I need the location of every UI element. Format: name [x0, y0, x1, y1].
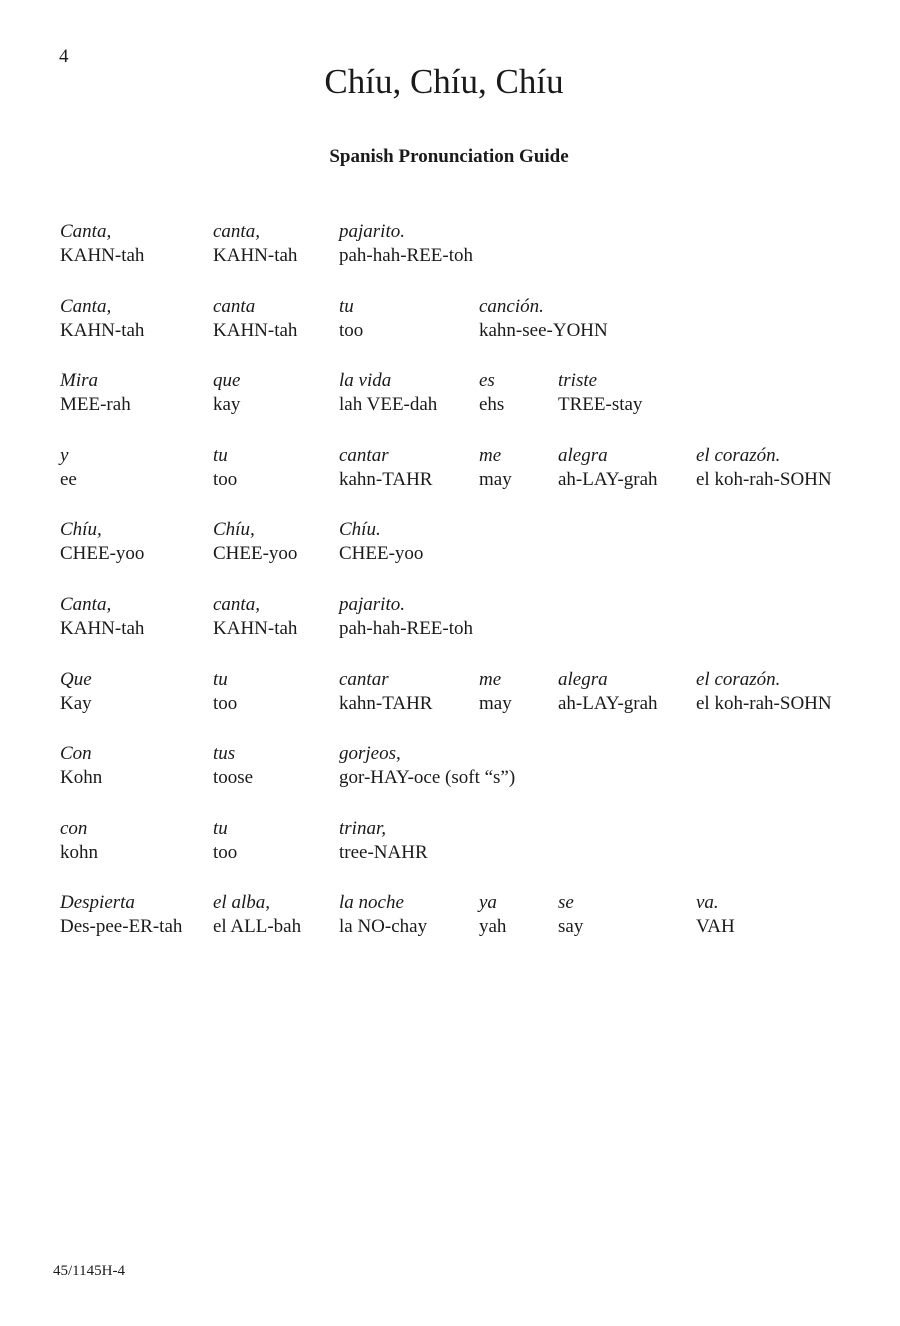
- spanish-word: me: [479, 444, 502, 466]
- spanish-word: el corazón.: [696, 444, 781, 466]
- lyric-line-group: [0, 444, 900, 494]
- pronunciation-word: toose: [213, 767, 254, 789]
- spanish-word: el corazón.: [696, 668, 781, 690]
- pronunciation-word: kahn-TAHR: [339, 468, 433, 490]
- pronunciation-word: ehs: [479, 394, 505, 416]
- spanish-word: tus: [213, 743, 236, 765]
- pronunciation-line: [0, 766, 900, 790]
- spanish-word: tu: [213, 817, 228, 839]
- spanish-line: [0, 444, 900, 468]
- pronunciation-word: KAHN-tah: [213, 618, 298, 639]
- pronunciation-word: say: [558, 916, 584, 938]
- lyric-line-group: [0, 891, 900, 941]
- pronunciation-word: KAHN-tah: [213, 245, 298, 266]
- spanish-word: cantar: [339, 444, 389, 466]
- pronunciation-word: el koh-rah-SOHN: [696, 692, 832, 714]
- pronunciation-word: ah-LAY-grah: [558, 692, 658, 714]
- spanish-word: canta,: [213, 221, 260, 242]
- spanish-word: con: [60, 817, 88, 839]
- pronunciation-word: too: [339, 319, 364, 341]
- pronunciation-word: ee: [60, 468, 77, 490]
- pronunciation-word: KAHN-tah: [60, 245, 145, 266]
- pronunciation-word: TREE-stay: [558, 394, 643, 416]
- spanish-word: Chíu,: [213, 519, 255, 541]
- pronunciation-word: ah-LAY-grah: [558, 468, 658, 490]
- pronunciation-word: lah VEE-dah: [339, 394, 438, 416]
- spanish-word: tu: [213, 668, 228, 690]
- pronunciation-word: el ALL-bah: [213, 916, 302, 938]
- pronunciation-line: [0, 692, 900, 716]
- spanish-word: gorjeos,: [339, 743, 401, 765]
- pronunciation-word: CHEE-yoo: [60, 543, 145, 565]
- pronunciation-word: Kohn: [60, 767, 103, 789]
- lyric-line-group: [0, 817, 900, 867]
- pronunciation-word: kahn-TAHR: [339, 692, 433, 714]
- spanish-word: alegra: [558, 444, 608, 466]
- pronunciation-word: MEE-rah: [60, 394, 131, 416]
- section-subtitle: Spanish Pronunciation Guide: [329, 146, 569, 167]
- spanish-word: me: [479, 668, 502, 690]
- lyric-line-group: [0, 518, 900, 568]
- spanish-line: [0, 593, 900, 617]
- pronunciation-word: pah-hah-REE-toh: [339, 618, 474, 639]
- pronunciation-word: too: [213, 692, 238, 714]
- spanish-word: canta,: [213, 594, 260, 615]
- pronunciation-word: la NO-chay: [339, 916, 428, 938]
- spanish-word: canción.: [479, 295, 544, 317]
- pronunciation-line: [0, 244, 900, 268]
- spanish-word: Que: [60, 668, 92, 690]
- spanish-word: Canta,: [60, 594, 112, 615]
- pronunciation-word: Kay: [60, 692, 92, 714]
- spanish-word: la noche: [339, 892, 404, 914]
- page-number: 4: [59, 46, 69, 67]
- pronunciation-line: [0, 915, 900, 939]
- pronunciation-word: too: [213, 841, 238, 863]
- pronunciation-line: [0, 468, 900, 492]
- spanish-line: [0, 668, 900, 692]
- spanish-word: Canta,: [60, 295, 112, 317]
- lyric-line-group: [0, 369, 900, 419]
- pronunciation-word: too: [213, 468, 238, 490]
- pronunciation-word: yah: [479, 916, 507, 938]
- pronunciation-word: pah-hah-REE-toh: [339, 245, 474, 266]
- spanish-word: Mira: [60, 370, 98, 392]
- spanish-word: pajarito.: [339, 221, 405, 242]
- spanish-word: cantar: [339, 668, 389, 690]
- spanish-word: y: [60, 444, 69, 466]
- pronunciation-word: el koh-rah-SOHN: [696, 468, 832, 490]
- pronunciation-line: [0, 841, 900, 865]
- spanish-word: va.: [696, 892, 719, 914]
- pronunciation-word: VAH: [696, 916, 735, 938]
- spanish-line: [0, 742, 900, 766]
- spanish-word: pajarito.: [339, 594, 405, 615]
- pronunciation-line: [0, 319, 900, 343]
- pronunciation-word: may: [479, 468, 512, 490]
- lyric-line-group: [0, 742, 900, 792]
- pronunciation-word: kohn: [60, 841, 98, 863]
- pronunciation-line: [0, 542, 900, 566]
- pronunciation-line: [0, 393, 900, 417]
- pronunciation-word: CHEE-yoo: [213, 543, 298, 565]
- pronunciation-word: may: [479, 692, 512, 714]
- spanish-word: tu: [213, 444, 228, 466]
- spanish-word: se: [558, 892, 574, 914]
- pronunciation-line: [0, 617, 900, 641]
- spanish-word: Chíu,: [60, 519, 102, 541]
- spanish-word: es: [479, 370, 495, 392]
- spanish-word: Chíu.: [339, 519, 381, 541]
- pronunciation-word: KAHN-tah: [60, 319, 145, 341]
- spanish-word: triste: [558, 370, 598, 392]
- spanish-line: [0, 891, 900, 915]
- spanish-word: el alba,: [213, 892, 270, 914]
- spanish-word: que: [213, 370, 241, 392]
- pronunciation-word: kay: [213, 394, 241, 416]
- pronunciation-word: KAHN-tah: [213, 319, 298, 341]
- pronunciation-word: kahn-see-YOHN: [479, 319, 608, 341]
- spanish-line: [0, 295, 900, 319]
- lyric-line-group: [0, 593, 900, 643]
- pronunciation-word: tree-NAHR: [339, 841, 428, 863]
- spanish-word: tu: [339, 295, 354, 317]
- lyric-line-group: [0, 295, 900, 345]
- pronunciation-word: Des-pee-ER-tah: [60, 916, 183, 938]
- spanish-word: Con: [60, 743, 92, 765]
- spanish-word: Canta,: [60, 221, 112, 242]
- page-title: Chíu, Chíu, Chíu: [324, 62, 564, 101]
- pronunciation-word: gor-HAY-oce (soft “s”): [339, 767, 516, 789]
- spanish-word: alegra: [558, 668, 608, 690]
- spanish-word: la vida: [339, 370, 392, 392]
- spanish-word: trinar,: [339, 817, 386, 839]
- spanish-word: ya: [479, 892, 497, 914]
- lyric-line-group: [0, 668, 900, 718]
- spanish-line: [0, 369, 900, 393]
- pronunciation-word: CHEE-yoo: [339, 543, 424, 565]
- spanish-line: [0, 220, 900, 244]
- catalog-number: 45/1145H-4: [53, 1263, 125, 1279]
- spanish-word: canta: [213, 295, 256, 317]
- pronunciation-word: KAHN-tah: [60, 618, 145, 639]
- lyric-line-group: [0, 220, 900, 270]
- spanish-word: Despierta: [60, 892, 135, 914]
- spanish-line: [0, 518, 900, 542]
- spanish-line: [0, 817, 900, 841]
